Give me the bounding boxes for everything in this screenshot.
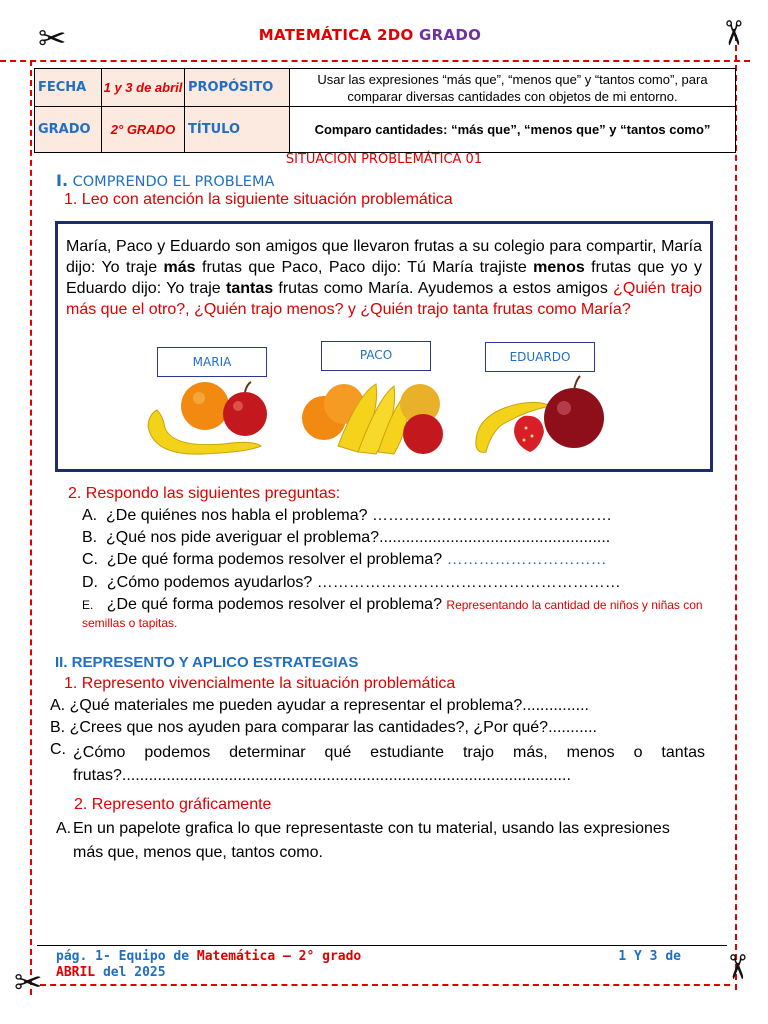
section2-heading: II. REPRESENTO Y APLICO ESTRATEGIAS	[55, 654, 359, 671]
page-title	[0, 26, 740, 44]
footer-page: pág. 1- Equipo de	[56, 949, 197, 964]
question-letter: C.	[82, 551, 98, 568]
question-letter: E.	[82, 598, 94, 612]
name-box-maria: MARIA	[157, 347, 267, 377]
section2-item-c	[50, 741, 706, 787]
question-text: ¿De quiénes nos habla el problema?	[106, 507, 368, 524]
section1-roman: I.	[56, 171, 69, 190]
title-main: MATEMÁTICA 2DO	[258, 26, 414, 44]
story-box	[55, 221, 713, 472]
question-letter: D.	[82, 574, 98, 591]
item-text: En un papelote grafica lo que representaste con tu material, usando las expresiones más que, menos que, tantos como.	[73, 820, 670, 861]
question-text: ¿De qué forma podemos resolver el problema?	[106, 596, 442, 613]
section2-step2: 2. Represento gráficamente	[74, 796, 272, 813]
section1-heading	[56, 171, 274, 190]
page-footer	[56, 949, 706, 981]
fruits-paco-image	[298, 374, 443, 456]
story-bold: menos	[533, 259, 585, 276]
story-part: frutas que yo y Eduardo dijo: Yo traje	[66, 259, 703, 297]
item-letter: B.	[50, 719, 66, 736]
grado-label: GRADO	[35, 107, 102, 153]
item-letter: A.	[50, 697, 66, 714]
cut-line-top	[0, 60, 750, 62]
cut-line-bottom	[40, 984, 730, 986]
proposito-value: Usar las expresiones “más que”, “menos que” y “tantos como”, para comparar diversas cantidades con objetos de mi entorno.	[290, 69, 736, 107]
footer-month: ABRIL	[56, 965, 96, 980]
proposito-label: PROPÓSITO	[185, 69, 290, 107]
question-e	[82, 596, 707, 632]
question-text: ¿Cómo podemos ayudarlos?	[106, 574, 313, 591]
question-b	[82, 529, 610, 547]
answer-line: ………………………………………	[371, 507, 612, 524]
info-table	[34, 68, 736, 153]
scissors-icon: ✂	[717, 952, 756, 982]
question-text: ¿Qué nos pide averiguar el problema?	[106, 529, 380, 546]
section2-item-b	[50, 719, 597, 737]
situacion-heading: SITUACION PROBLEMÁTICA 01	[285, 152, 483, 167]
scissors-icon: ✂	[38, 20, 67, 58]
cut-line-left	[30, 60, 32, 995]
answer-text: Representando la cantidad de niños y niñas con semillas o tapitas.	[82, 598, 703, 630]
cut-line-right	[735, 35, 737, 990]
item-letter: A.	[56, 820, 72, 837]
section2-step1: 1. Represento vivencialmente la situación problemática	[64, 675, 456, 692]
grado-value: 2° GRADO	[102, 107, 185, 153]
fruits-maria-image	[143, 376, 273, 458]
item-text: ¿Cómo podemos determinar qué estudiante trajo más, menos o tantas frutas?.....................................................................................................	[73, 744, 705, 784]
fruits-eduardo-image	[470, 374, 610, 456]
fecha-label: FECHA	[35, 69, 102, 107]
title-grado: GRADO	[419, 26, 482, 44]
footer-divider	[37, 945, 727, 946]
name-box-paco: PACO	[321, 341, 431, 371]
story-bold: tantas	[225, 280, 274, 297]
section2-step2-item-a	[56, 817, 686, 865]
section1-title: COMPRENDO EL PROBLEMA	[72, 174, 275, 190]
titulo-value: Comparo cantidades: “más que”, “menos que” y “tantos como”	[290, 107, 736, 153]
question-d	[82, 574, 621, 592]
question-letter: A.	[82, 507, 98, 524]
footer-left	[56, 949, 361, 965]
fecha-value: 1 y 3 de abril	[102, 69, 185, 107]
story-text	[66, 236, 702, 320]
section1-step1: 1. Leo con atención la siguiente situación problemática	[64, 191, 453, 208]
footer-date: 1 Y 3 de	[618, 949, 681, 964]
scissors-icon: ✂	[713, 18, 752, 48]
question-letter: B.	[82, 529, 98, 546]
footer-line-2	[56, 965, 706, 981]
titulo-label: TÍTULO	[185, 107, 290, 153]
item-text: ¿Crees que nos ayuden para comparar las cantidades?, ¿Por qué?...........	[69, 719, 597, 736]
footer-line-1	[56, 949, 706, 965]
name-box-eduardo: EDUARDO	[485, 342, 595, 372]
question-text: ¿De qué forma podemos resolver el problema?	[106, 551, 443, 568]
footer-year: del 2025	[95, 965, 166, 980]
story-bold: más	[163, 259, 196, 276]
question-a	[82, 507, 612, 525]
story-part: frutas como María. Ayudemos a estos amigos	[273, 280, 614, 297]
section2-item-a	[50, 697, 589, 715]
section1-step2: 2. Respondo las siguientes preguntas:	[68, 485, 341, 502]
story-part: María, Paco y Eduardo son amigos que llevaron frutas a su colegio para compartir, María dijo: Yo traje	[66, 238, 702, 276]
scissors-icon: ✂	[14, 964, 43, 1002]
story-part: frutas que Paco, Paco dijo: Tú María trajiste	[195, 259, 534, 276]
item-text: ¿Qué materiales me pueden ayudar a representar el problema?...............	[69, 697, 589, 714]
answer-line: ....................................................	[379, 529, 611, 546]
answer-line: …………………………	[446, 551, 607, 568]
story-question: ¿Quién trajo más que el otro?, ¿Quién trajo menos? y ¿Quién trajo tanta frutas como María?	[66, 280, 703, 318]
answer-line: …………………………………………………	[316, 574, 621, 591]
item-letter: C.	[50, 741, 66, 758]
question-c	[82, 551, 607, 569]
footer-subject: Matemática – 2° grado	[196, 949, 362, 964]
